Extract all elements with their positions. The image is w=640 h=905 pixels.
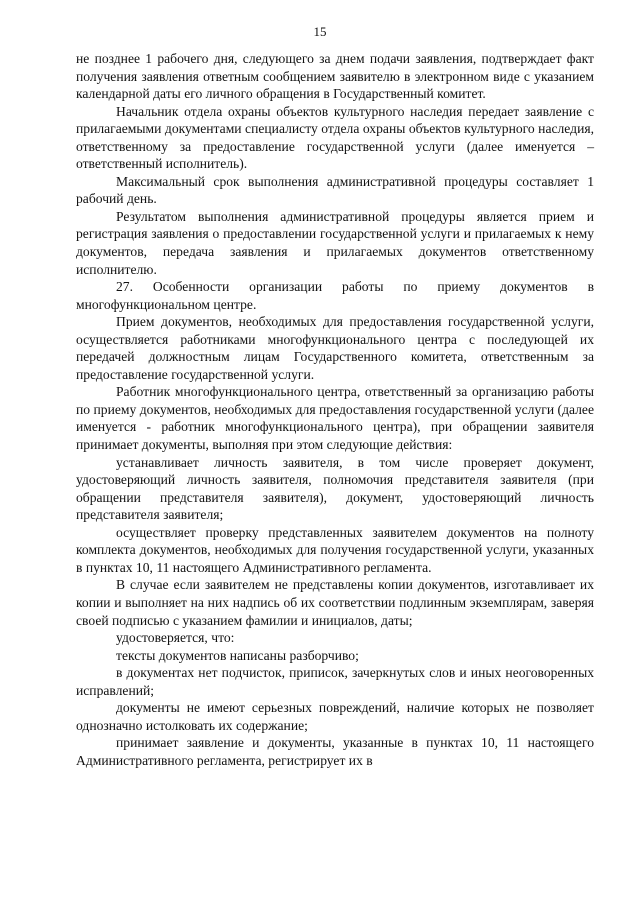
paragraph-6: Прием документов, необходимых для предоставления государственной услуги, осуществляется работниками многофункционального центра с последующей их передачей должностным лицам Государственного комитета, ответственным за предоставление государственной услуги.	[76, 314, 594, 382]
paragraph-13: в документах нет подчисток, приписок, зачеркнутых слов и иных неоговоренных исправлений;	[76, 665, 594, 698]
page-number: 15	[313, 24, 327, 39]
paragraph-1: не позднее 1 рабочего дня, следующего за днем подачи заявления, подтверждает факт получения заявления ответным сообщением заявителю в электронном виде с указанием календарной даты его личного обращения в Государственный комитет.	[76, 51, 594, 102]
paragraph-3: Максимальный срок выполнения административной процедуры составляет 1 рабочий день.	[76, 173, 594, 207]
document-body	[76, 50, 594, 769]
paragraph-8: устанавливает личность заявителя, в том числе проверяет документ, удостоверяющий личность заявителя, полномочия представителя заявителя (при обращении представителя заявителя), документ, удостоверяющий личность представителя заявителя;	[76, 454, 594, 523]
paragraph-15: принимает заявление и документы, указанные в пунктах 10, 11 настоящего Административного регламента, регистрирует их в	[76, 735, 594, 768]
paragraph-11: удостоверяется, что:	[116, 630, 235, 646]
paragraph-2: Начальник отдела охраны объектов культурного наследия передает заявление с прилагаемыми документами специалисту отдела охраны объектов культурного наследия, ответственному за предоставление государственной услуги (далее именуется – ответственный исполнитель).	[76, 103, 594, 172]
paragraph-5: 27. Особенности организации работы по приему документов в многофункциональном центре.	[76, 279, 594, 312]
paragraph-7: Работник многофункционального центра, ответственный за организацию работы по приему документов, необходимых для предоставления государственной услуги (далее именуется - работник многофункционального центра), при обращении заявителя принимает документы, выполняя при этом следующие действия:	[76, 384, 594, 453]
paragraph-10: В случае если заявителем не представлены копии документов, изготавливает их копии и выполняет на них надпись об их соответствии подлинным экземплярам, заверяя своей подписью с указанием фамилии и инициалов, даты;	[76, 577, 594, 628]
paragraph-12: тексты документов написаны разборчиво;	[116, 647, 359, 663]
paragraph-4: Результатом выполнения административной процедуры является прием и регистрация заявления о предоставлении государственной услуги и прилагаемых к нему документов, передача заявления и прилагаемых документов ответственному исполнителю.	[76, 208, 594, 277]
paragraph-9: осуществляет проверку представленных заявителем документов на полноту комплекта документов, необходимых для получения государственной услуги, указанных в пунктах 10, 11 настоящего Административного регламента.	[76, 524, 594, 575]
paragraph-14: документы не имеют серьезных повреждений, наличие которых не позволяет однозначно истолковать их содержание;	[76, 700, 594, 733]
